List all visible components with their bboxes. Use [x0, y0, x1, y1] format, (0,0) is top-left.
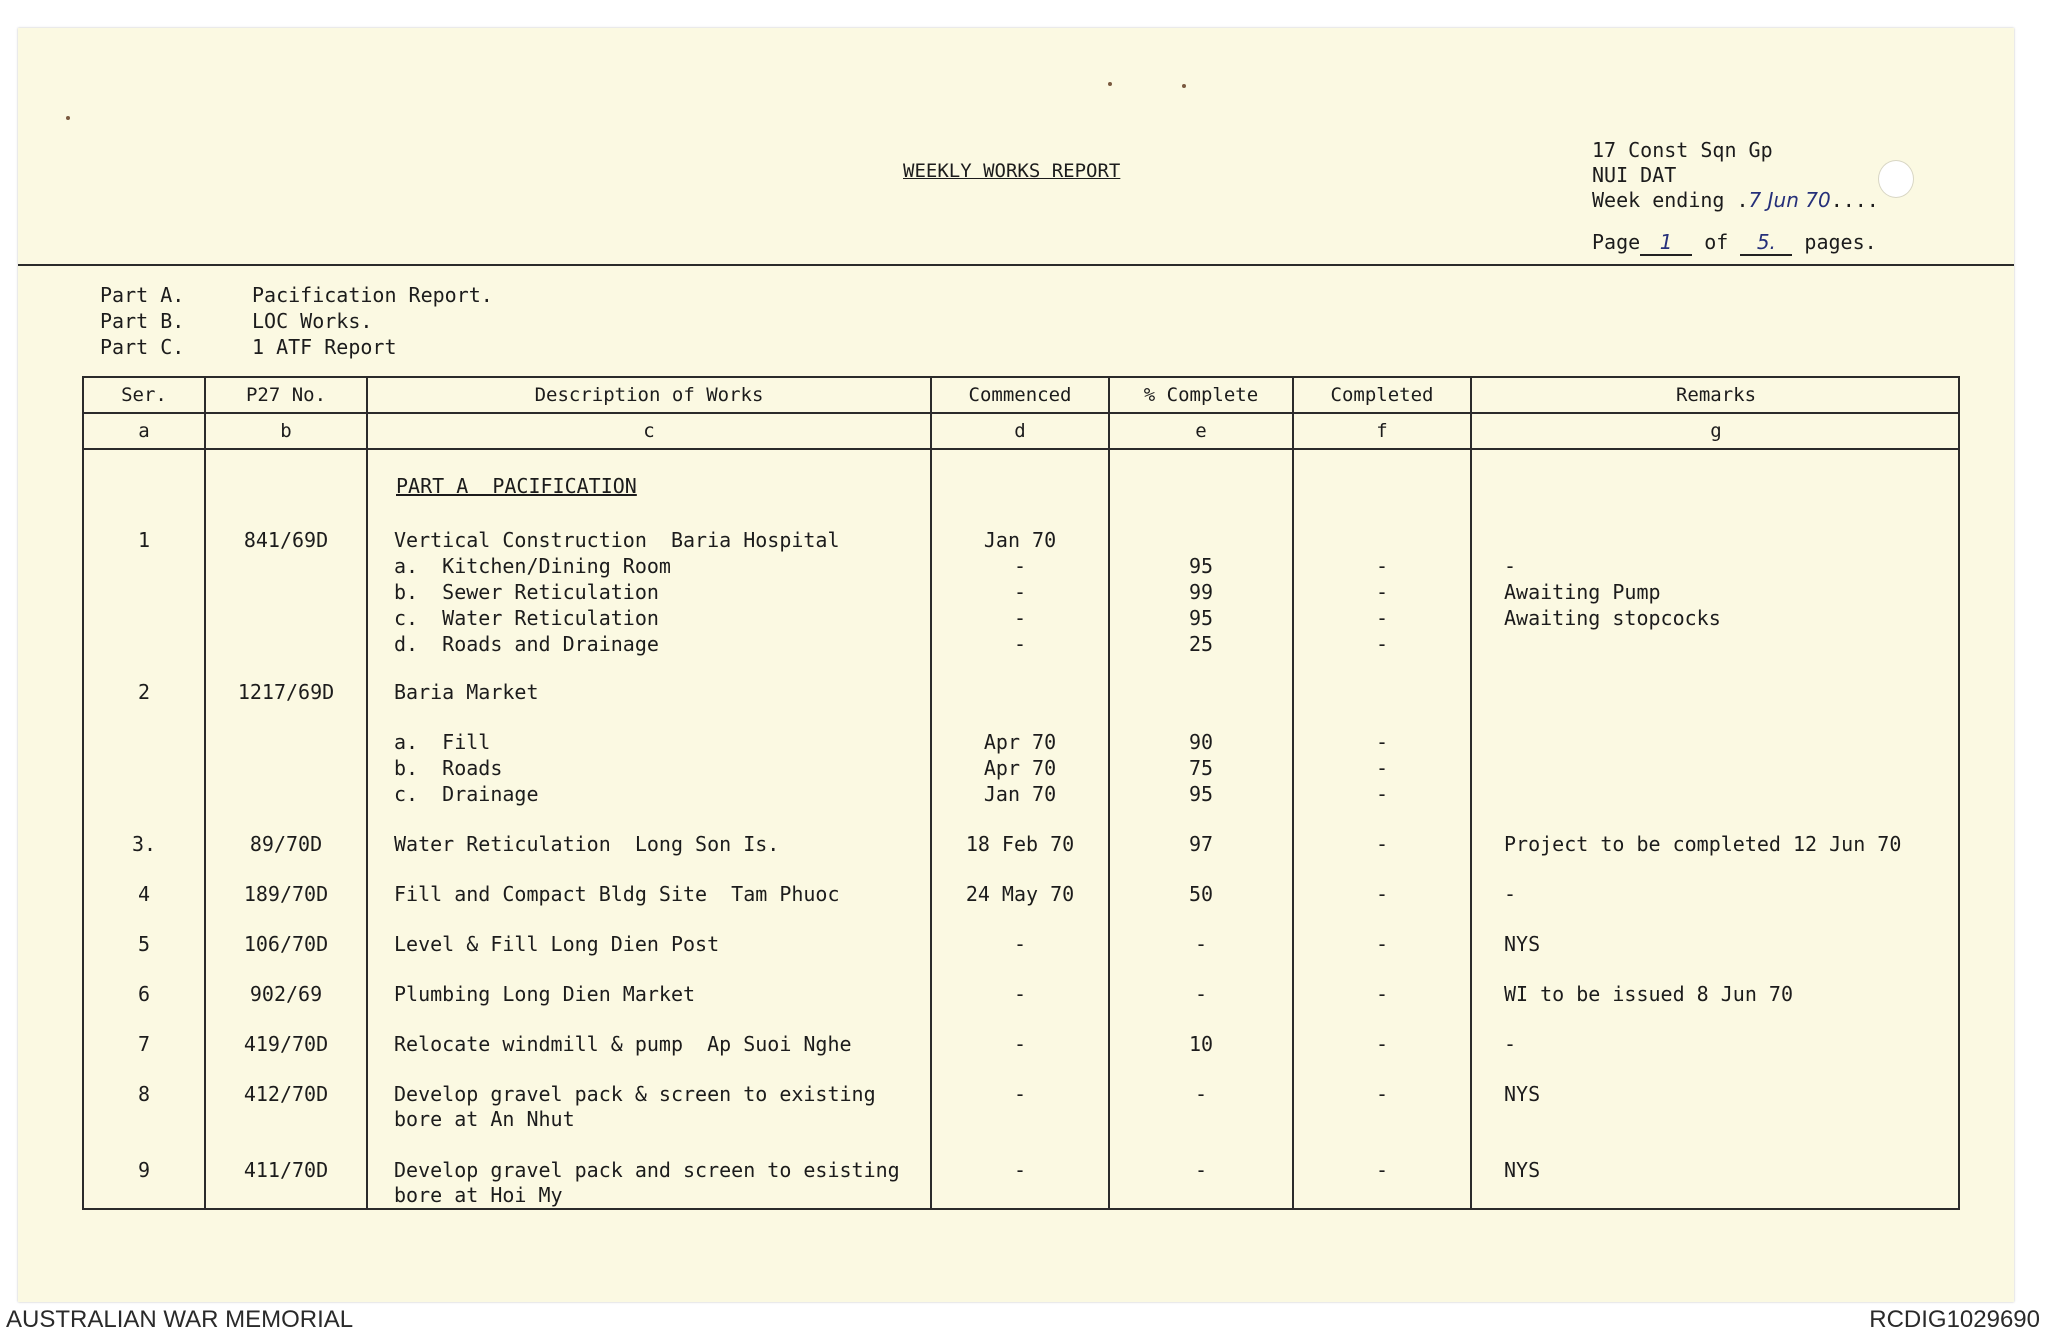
- col-header-completed: Completed: [1330, 384, 1434, 406]
- cell-ser: 1: [137, 528, 151, 552]
- cell-remarks: Awaiting stopcocks: [1504, 606, 1721, 630]
- cell-remarks: NYS: [1504, 1158, 1541, 1182]
- cell-pct-complete: -: [1194, 1082, 1208, 1106]
- cell-p27: 902/69: [249, 982, 323, 1006]
- cell-remarks: Project to be completed 12 Jun 70: [1504, 832, 1902, 856]
- cell-p27: 106/70D: [243, 932, 329, 956]
- cell-pct-complete: -: [1194, 982, 1208, 1006]
- cell-ser: 3.: [131, 832, 157, 856]
- cell-completed: -: [1375, 782, 1389, 806]
- cell-p27: 189/70D: [243, 882, 329, 906]
- header-divider: [84, 412, 1958, 414]
- cell-completed: -: [1375, 1082, 1389, 1106]
- cell-p27: 89/70D: [249, 832, 323, 856]
- col-header-remarks: Remarks: [1675, 384, 1757, 406]
- cell-commenced: Apr 70: [983, 756, 1057, 780]
- cell-completed: -: [1375, 882, 1389, 906]
- section-title: PART A PACIFICATION: [396, 474, 637, 498]
- cell-ser: 2: [137, 680, 151, 704]
- cell-description: b. Roads: [394, 756, 503, 780]
- works-table: [82, 376, 1960, 1210]
- unit-location: NUI DAT: [1592, 163, 1677, 187]
- cell-p27: 411/70D: [243, 1158, 329, 1182]
- cell-pct-complete: 95: [1188, 554, 1214, 578]
- cell-ser: 9: [137, 1158, 151, 1182]
- part-key: Part C.: [100, 335, 185, 359]
- cell-commenced: Jan 70: [983, 782, 1057, 806]
- cell-description: c. Water Reticulation: [394, 606, 659, 630]
- cell-completed: -: [1375, 606, 1389, 630]
- cell-ser: 4: [137, 882, 151, 906]
- col-letter: a: [138, 420, 150, 442]
- cell-commenced: Apr 70: [983, 730, 1057, 754]
- cell-remarks: -: [1504, 554, 1517, 578]
- col-letter: c: [643, 420, 655, 442]
- part-value: LOC Works.: [252, 309, 373, 333]
- week-ending-dots: ....: [1830, 188, 1879, 212]
- part-row: [100, 308, 493, 334]
- cell-completed: -: [1375, 554, 1389, 578]
- page-suffix: pages.: [1804, 230, 1877, 254]
- cell-pct-complete: 50: [1188, 882, 1214, 906]
- part-value: Pacification Report.: [252, 283, 493, 307]
- cell-remarks: Awaiting Pump: [1504, 580, 1661, 604]
- header-details: [1592, 138, 1879, 213]
- cell-description: Water Reticulation Long Son Is.: [394, 832, 780, 856]
- part-value: 1 ATF Report: [252, 335, 397, 359]
- cell-commenced: -: [1013, 982, 1027, 1006]
- cell-completed: -: [1375, 1158, 1389, 1182]
- cell-description: Develop gravel pack & screen to existing bore at An Nhut: [394, 1082, 876, 1131]
- unit-name: 17 Const Sqn Gp: [1592, 138, 1773, 162]
- parts-list: [100, 282, 493, 360]
- week-ending-value: 7 Jun 70: [1748, 188, 1831, 212]
- cell-remarks: -: [1504, 882, 1517, 906]
- page-label: Page: [1592, 230, 1641, 254]
- cell-description: Relocate windmill & pump Ap Suoi Nghe: [394, 1032, 852, 1056]
- cell-description: b. Sewer Reticulation: [394, 580, 659, 604]
- column-divider: [1470, 378, 1472, 1208]
- part-key: Part A.: [100, 283, 185, 307]
- cell-description: a. Kitchen/Dining Room: [394, 554, 671, 578]
- page-of-label: of: [1704, 230, 1729, 254]
- column-divider: [366, 378, 368, 1208]
- week-ending-label: Week ending .: [1592, 188, 1749, 212]
- cell-description: Baria Market: [394, 680, 539, 704]
- cell-completed: -: [1375, 730, 1389, 754]
- cell-ser: 7: [137, 1032, 151, 1056]
- col-letter: d: [1014, 420, 1026, 442]
- col-letter: b: [280, 420, 292, 442]
- cell-completed: -: [1375, 932, 1389, 956]
- paper-speck: [1182, 84, 1186, 88]
- cell-description: Fill and Compact Bldg Site Tam Phuoc: [394, 882, 840, 906]
- cell-remarks: -: [1504, 1032, 1517, 1056]
- cell-description: Level & Fill Long Dien Post: [394, 932, 720, 956]
- cell-ser: 8: [137, 1082, 151, 1106]
- cell-remarks: WI to be issued 8 Jun 70: [1504, 982, 1793, 1006]
- cell-commenced: -: [1013, 554, 1027, 578]
- cell-commenced: -: [1013, 932, 1027, 956]
- cell-ser: 6: [137, 982, 151, 1006]
- cell-pct-complete: 10: [1188, 1032, 1214, 1056]
- cell-commenced: -: [1013, 606, 1027, 630]
- cell-description: Plumbing Long Dien Market: [394, 982, 696, 1006]
- cell-commenced: Jan 70: [983, 528, 1057, 552]
- page-total: 5.: [1740, 230, 1792, 256]
- col-header-ser: Ser.: [121, 384, 167, 406]
- cell-description: c. Drainage: [394, 782, 539, 806]
- cell-description: Develop gravel pack and screen to esisting bore at Hoi My: [394, 1158, 900, 1207]
- col-header-description: Description of Works: [534, 384, 764, 406]
- cell-p27: 412/70D: [243, 1082, 329, 1106]
- col-letter: g: [1710, 420, 1722, 442]
- footer-source: AUSTRALIAN WAR MEMORIAL: [6, 1306, 354, 1333]
- cell-description: d. Roads and Drainage: [394, 632, 659, 656]
- cell-p27: 419/70D: [243, 1032, 329, 1056]
- header-rule: [18, 264, 2014, 266]
- cell-completed: -: [1375, 580, 1389, 604]
- cell-commenced: 24 May 70: [965, 882, 1075, 906]
- col-header-commenced: Commenced: [968, 384, 1072, 406]
- paper-speck: [1108, 82, 1112, 86]
- cell-pct-complete: 97: [1188, 832, 1214, 856]
- cell-description: a. Fill: [394, 730, 491, 754]
- cell-completed: -: [1375, 1032, 1389, 1056]
- cell-p27: 841/69D: [243, 528, 329, 552]
- cell-completed: -: [1375, 832, 1389, 856]
- part-row: [100, 282, 493, 308]
- part-key: Part B.: [100, 309, 185, 333]
- page-number: 1: [1640, 230, 1692, 256]
- cell-ser: 5: [137, 932, 151, 956]
- cell-pct-complete: 95: [1188, 606, 1214, 630]
- cell-completed: -: [1375, 756, 1389, 780]
- part-row: [100, 334, 493, 360]
- cell-commenced: -: [1013, 1032, 1027, 1056]
- col-header-p27: P27 No.: [245, 384, 327, 406]
- cell-pct-complete: 99: [1188, 580, 1214, 604]
- cell-commenced: -: [1013, 632, 1027, 656]
- cell-completed: -: [1375, 632, 1389, 656]
- cell-commenced: 18 Feb 70: [965, 832, 1075, 856]
- cell-description: Vertical Construction Baria Hospital: [394, 528, 840, 552]
- page-count: [1592, 230, 1877, 256]
- header-divider: [84, 448, 1958, 450]
- cell-pct-complete: 75: [1188, 756, 1214, 780]
- cell-p27: 1217/69D: [237, 680, 335, 704]
- cell-commenced: -: [1013, 1158, 1027, 1182]
- week-ending: [1592, 188, 1879, 213]
- cell-pct-complete: 95: [1188, 782, 1214, 806]
- cell-commenced: -: [1013, 1082, 1027, 1106]
- cell-remarks: NYS: [1504, 1082, 1541, 1106]
- cell-completed: -: [1375, 982, 1389, 1006]
- footer-id: RCDIG1029690: [1869, 1306, 2040, 1333]
- col-header-pct-complete: % Complete: [1143, 384, 1259, 406]
- report-title: WEEKLY WORKS REPORT: [903, 160, 1121, 182]
- cell-pct-complete: -: [1194, 932, 1208, 956]
- col-letter: f: [1376, 420, 1388, 442]
- cell-pct-complete: 90: [1188, 730, 1214, 754]
- cell-commenced: -: [1013, 580, 1027, 604]
- col-letter: e: [1195, 420, 1207, 442]
- cell-pct-complete: 25: [1188, 632, 1214, 656]
- paper-speck: [66, 116, 70, 120]
- cell-pct-complete: -: [1194, 1158, 1208, 1182]
- punch-hole: [1878, 160, 1914, 198]
- cell-remarks: NYS: [1504, 932, 1541, 956]
